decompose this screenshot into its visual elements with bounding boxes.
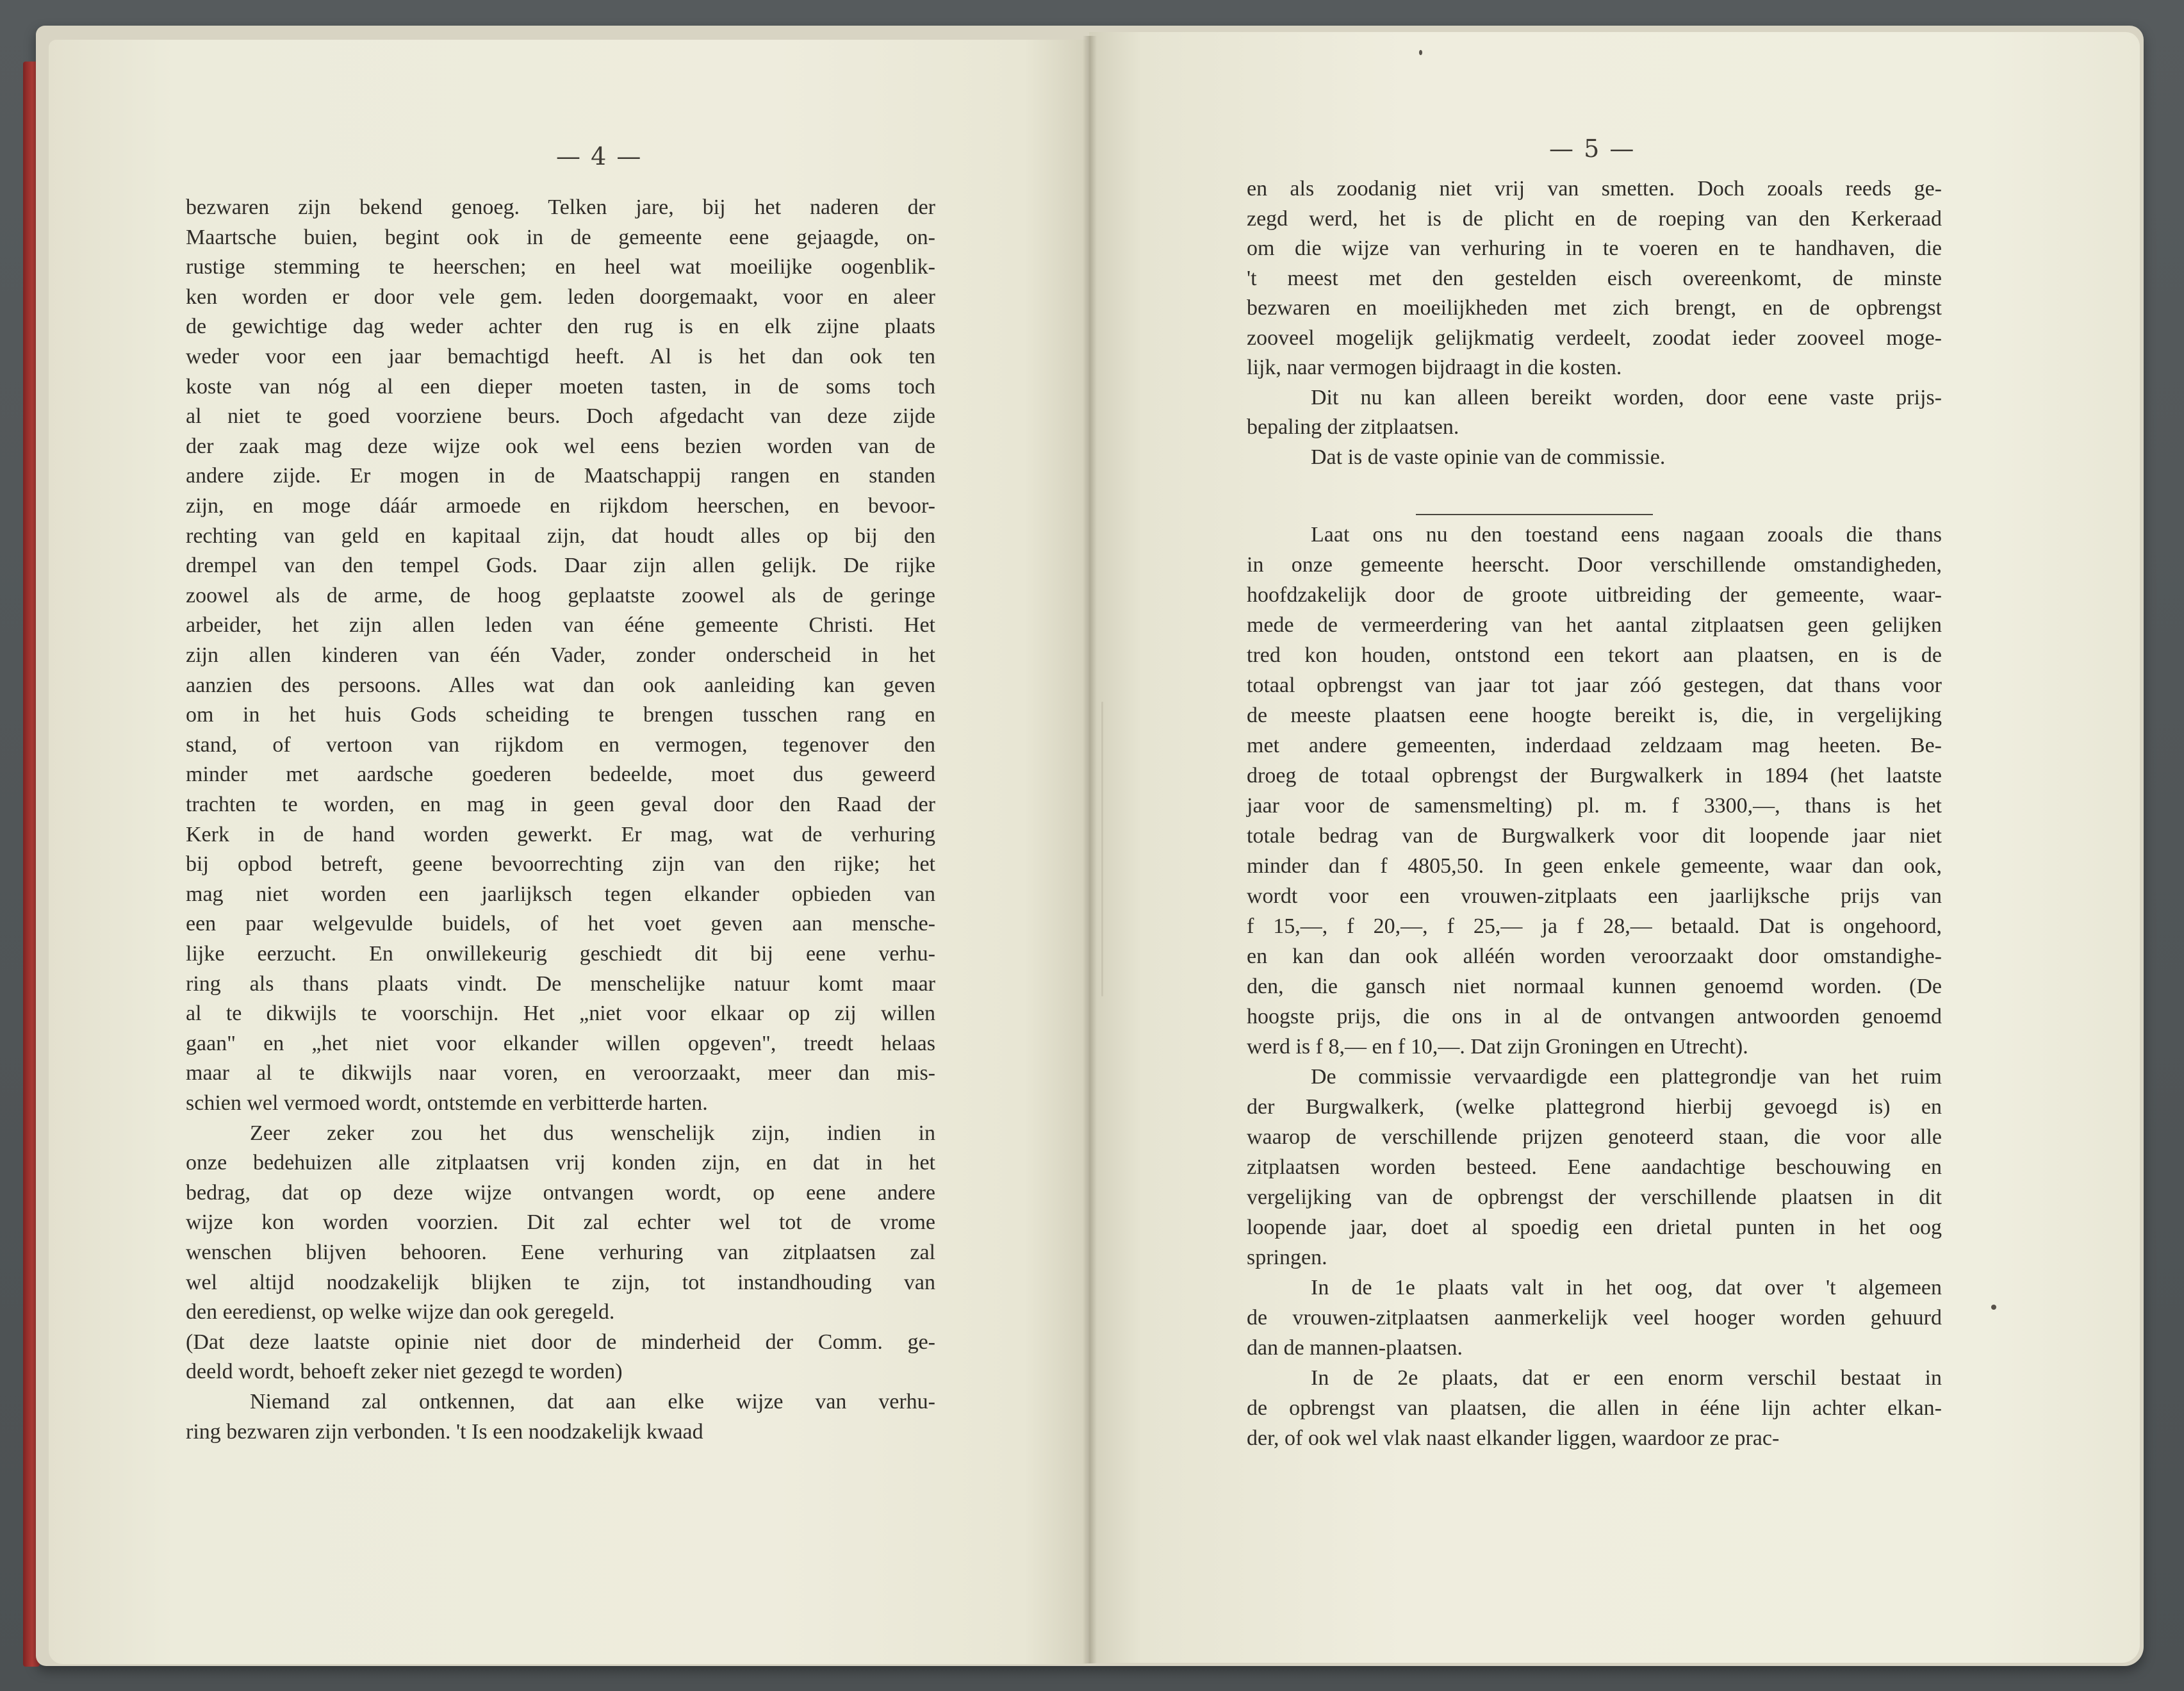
text-line: zoowel als de arme, de hoog geplaatste zoowel als de geringe [186,584,935,607]
text-line: aanzien des persoons. Alles wat dan ook aanleiding kan geven [186,673,935,697]
text-line: onze bedehuizen alle zitplaatsen vrij konden zijn, en dat in het [186,1151,935,1175]
text-line: mag niet worden een jaarlijksch tegen elkander opbieden van [186,882,935,906]
text-line: lijke eerzucht. En onwillekeurig geschiedt dit bij eene verhu- [186,942,935,966]
text-line: om in het huis Gods scheiding te brengen tusschen rang en [186,703,935,727]
text-line: de opbrengst van plaatsen, die allen in ééne lijn achter elkan- [1247,1396,1942,1420]
text-line: zegd werd, het is de plicht en de roeping van den Kerkeraad [1247,207,1942,231]
text-line: bezwaren zijn bekend genoeg. Telken jare, bij het naderen der [186,195,935,219]
text-line: In de 1e plaats valt in het oog, dat over 't algemeen [1311,1276,1942,1299]
text-line: zijn, en moge dáár armoede en rijkdom heerschen, en bevoor- [186,494,935,518]
text-line: bedrag, dat op deze wijze ontvangen wordt, op eene andere [186,1181,935,1205]
text-line: den eeredienst, op welke wijze dan ook geregeld. [186,1300,615,1324]
text-line: Dit nu kan alleen bereikt worden, door eene vaste prijs- [1311,386,1942,409]
text-line: stand, of vertoon van rijkdom en vermogen, tegenover den [186,733,935,757]
text-line: deeld wordt, behoeft zeker niet gezegd te worden) [186,1360,623,1383]
left-text-column [186,197,935,1510]
text-line: arbeider, het zijn allen leden van ééne gemeente Christi. Het [186,613,935,637]
text-line: weder voor een jaar bemachtigd heeft. Al is het dan ook ten [186,345,935,368]
text-line: jaar voor de samensmelting) pl. m. f 3300,—, thans is het [1247,794,1942,818]
text-line: totale bedrag van de Burgwalkerk voor dit loopende jaar niet [1247,824,1942,848]
text-line: den, die gansch niet normaal kunnen genoemd worden. (De [1247,975,1942,998]
text-line: ring als thans plaats vindt. De menschelijke natuur komt maar [186,972,935,996]
text-line: en kan dan ook alléén worden veroorzaakt door omstandighe- [1247,944,1942,968]
text-line: f 15,—, f 20,—, f 25,— ja f 28,— betaald. Dat is ongehoord, [1247,914,1942,938]
text-line: andere zijde. Er mogen in de Maatschappij rangen en standen [186,464,935,488]
text-line: Dat is de vaste opinie van de commissie. [1311,445,1666,469]
text-line: bezwaren en moeilijkheden met zich brengt, en de opbrengst [1247,296,1942,320]
text-line: tred kon houden, ontstond een tekort aan plaatsen, en is de [1247,643,1942,667]
text-line: wordt voor een vrouwen-zitplaats een jaarlijksche prijs van [1247,884,1942,908]
text-line: schien wel vermoed wordt, ontstemde en verbitterde harten. [186,1091,708,1115]
text-line: minder dan f 4805,50. In geen enkele gemeente, waar dan ook, [1247,854,1942,878]
text-line: rechting van geld en kapitaal zijn, dat houdt alles op bij den [186,524,935,548]
text-line: minder met aardsche goederen bedeelde, moet dus geweerd [186,763,935,786]
text-line: de gewichtige dag weder achter den rug is en elk zijne plaats [186,315,935,338]
text-line: zitplaatsen worden besteed. Eene aandachtige beschouwing en [1247,1155,1942,1179]
text-line: hoofdzakelijk door de groote uitbreiding der gemeente, waar- [1247,583,1942,607]
text-line: der zaak mag deze wijze ook wel eens bezien worden van de [186,434,935,458]
text-line: der, of ook wel vlak naast elkander liggen, waardoor ze prac- [1247,1426,1780,1450]
text-line: Kerk in de hand worden gewerkt. Er mag, wat de verhuring [186,823,935,846]
text-line: Maartsche buien, begint ook in de gemeente eene gejaagde, on- [186,226,935,249]
text-line: om die wijze van verhuring in te voeren en te handhaven, die [1247,236,1942,260]
text-line: met andere gemeenten, inderdaad zeldzaam mag heeten. Be- [1247,734,1942,757]
right-page-number: — 5 — [1549,135,1636,163]
book-gutter [1083,36,1097,1663]
text-line: Laat ons nu den toestand eens nagaan zooals die thans [1311,523,1942,547]
text-line: waarop de verschillende prijzen genoteerd staan, die voor alle [1247,1125,1942,1149]
paper-speck [1991,1305,1996,1310]
text-line: In de 2e plaats, dat er een enorm verschil bestaat in [1311,1366,1942,1390]
text-line: en als zoodanig niet vrij van smetten. Doch zooals reeds ge- [1247,177,1942,201]
text-line: lijk, naar vermogen bijdraagt in die kosten. [1247,356,1622,379]
text-line: zooveel mogelijk gelijkmatig verdeelt, zoodat ieder zooveel moge- [1247,326,1942,350]
text-line: rustige stemming te heerschen; en heel wat moeilijke oogenblik- [186,255,935,279]
text-line: maar al te dikwijls naar voren, en veroorzaakt, meer dan mis- [186,1061,935,1085]
text-line: De commissie vervaardigde een plattegrondje van het ruim [1311,1065,1942,1089]
text-line: wel altijd noodzakelijk blijken te zijn, tot instandhouding van [186,1271,935,1294]
text-line: koste van nóg al een dieper moeten tasten, in de soms toch [186,375,935,399]
text-line: de meeste plaatsen eene hoogte bereikt is, die, in vergelijking [1247,704,1942,727]
text-line: de vrouwen-zitplaatsen aanmerkelijk veel hooger worden gehuurd [1247,1306,1942,1330]
text-line: 't meest met den gestelden eisch overeenkomt, de minste [1247,267,1942,290]
section-divider [1416,514,1653,515]
text-line: springen. [1247,1246,1327,1269]
text-line: ken worden er door vele gem. leden doorgemaakt, voor en aleer [186,285,935,309]
text-line: Zeer zeker zou het dus wenschelijk zijn, indien in [250,1121,935,1145]
text-line: een paar welgevulde buidels, of het voet geven aan mensche- [186,912,935,936]
text-line: hoogste prijs, die ons in al de ontvangen antwoorden genoemd [1247,1005,1942,1028]
text-line: Niemand zal ontkennen, dat aan elke wijze van verhu- [250,1390,935,1414]
left-page-number: — 4 — [556,142,643,170]
text-line: drempel van den tempel Gods. Daar zijn allen gelijk. De rijke [186,554,935,577]
right-text-column [1247,178,1942,1492]
text-line: in onze gemeente heerscht. Door verschillende omstandigheden, [1247,553,1942,577]
paper-speck [1419,50,1422,55]
page-crease [1101,702,1103,996]
text-line: wijze kon worden voorzien. Dit zal echter wel tot de vrome [186,1210,935,1234]
text-line: vergelijking van de opbrengst der verschillende plaatsen in dit [1247,1185,1942,1209]
text-line: totaal opbrengst van jaar tot jaar zóó gestegen, dat thans voor [1247,673,1942,697]
text-line: ring bezwaren zijn verbonden. 't Is een noodzakelijk kwaad [186,1420,703,1444]
text-line: bij opbod betreft, geene bevoorrechting zijn van den rijke; het [186,852,935,876]
text-line: (Dat deze laatste opinie niet door de minderheid der Comm. ge- [186,1330,935,1354]
text-line: mede de vermeerdering van het aantal zitplaatsen geen gelijken [1247,613,1942,637]
text-line: gaan" en „het niet voor elkander willen opgeven", treedt helaas [186,1032,935,1055]
text-line: dan de mannen-plaatsen. [1247,1336,1463,1360]
text-line: droeg de totaal opbrengst der Burgwalkerk in 1894 (het laatste [1247,764,1942,788]
text-line: wenschen blijven behooren. Eene verhuring van zitplaatsen zal [186,1241,935,1264]
text-line: al niet te goed voorziene beurs. Doch afgedacht van deze zijde [186,404,935,428]
text-line: bepaling der zitplaatsen. [1247,415,1459,439]
text-line: zijn allen kinderen van één Vader, zonder onderscheid in het [186,643,935,667]
text-line: trachten te worden, en mag in geen geval door den Raad der [186,793,935,816]
text-line: der Burgwalkerk, (welke plattegrond hierbij gevoegd is) en [1247,1095,1942,1119]
text-line: loopende jaar, doet al spoedig een drietal punten in het oog [1247,1216,1942,1239]
text-line: al te dikwijls te voorschijn. Het „niet voor elkaar op zij willen [186,1002,935,1025]
text-line: werd is f 8,— en f 10,—. Dat zijn Groningen en Utrecht). [1247,1035,1748,1059]
